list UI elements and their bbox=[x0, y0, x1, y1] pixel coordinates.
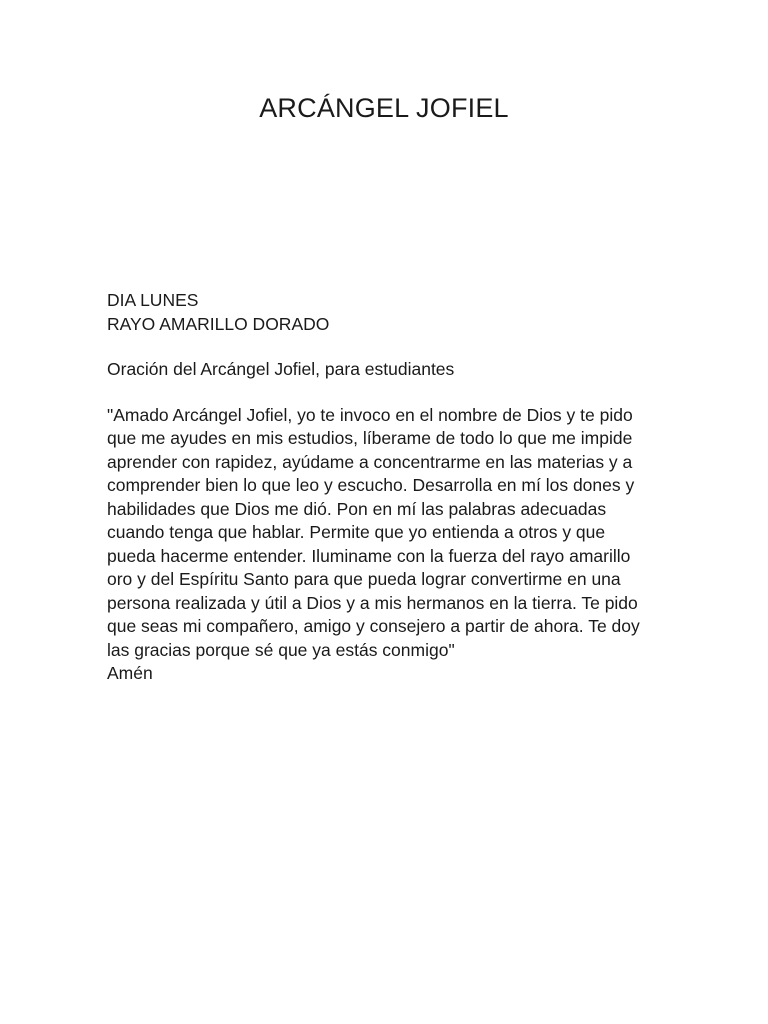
prayer-closing: Amén bbox=[107, 663, 153, 683]
prayer-line: habilidades que Dios me dió. Pon en mí las palabras adecuadas bbox=[107, 498, 607, 519]
document-body bbox=[107, 289, 667, 686]
prayer-line: oro y del Espíritu Santo para que pueda lograr convertirme en una bbox=[107, 569, 621, 589]
spacer bbox=[107, 336, 667, 358]
spacer bbox=[107, 382, 667, 404]
prayer-line: que me ayudes en mis estudios, líberame de todo lo que me impide bbox=[107, 428, 633, 448]
day-heading: DIA LUNES bbox=[107, 290, 199, 310]
prayer-subtitle: Oración del Arcángel Jofiel, para estudiantes bbox=[107, 359, 455, 379]
prayer-text bbox=[107, 404, 667, 663]
prayer-line: aprender con rapidez, ayúdame a concentrarme en las materias y a bbox=[107, 451, 633, 472]
prayer-line: que seas mi compañero, amigo y consejero a partir de ahora. Te doy bbox=[107, 616, 640, 636]
prayer-line: persona realizada y útil a Dios y a mis hermanos en la tierra. Te pido bbox=[107, 592, 638, 613]
prayer-line: comprender bien lo que leo y escucho. Desarrolla en mí los dones y bbox=[107, 475, 635, 495]
page-title: ARCÁNGEL JOFIEL bbox=[259, 93, 509, 123]
prayer-line: cuando tenga que hablar. Permite que yo entienda a otros y que bbox=[107, 522, 606, 542]
prayer-line: las gracias porque sé que ya estás conmigo" bbox=[107, 639, 455, 660]
prayer-line: "Amado Arcángel Jofiel, yo te invoco en el nombre de Dios y te pido bbox=[107, 404, 633, 425]
prayer-line: pueda hacerme entender. Iluminame con la fuerza del rayo amarillo bbox=[107, 545, 631, 566]
ray-heading: RAYO AMARILLO DORADO bbox=[107, 313, 330, 334]
